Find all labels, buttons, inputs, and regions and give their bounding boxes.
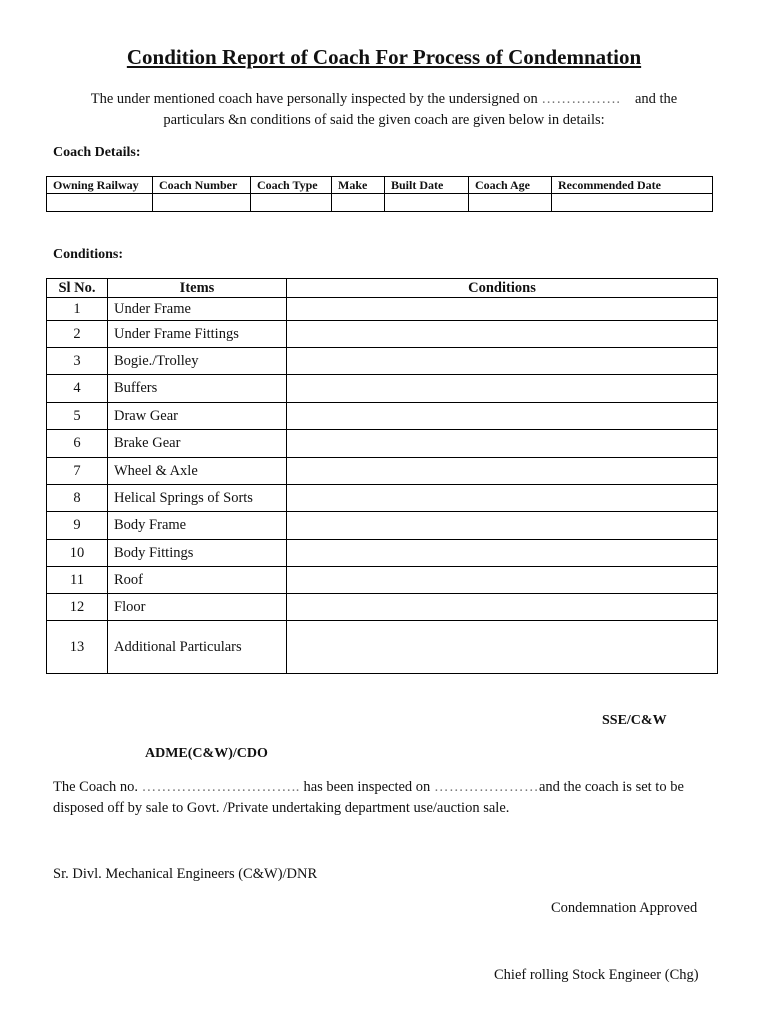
condition-row <box>47 375 718 403</box>
row-sl-no: 9 <box>47 512 108 540</box>
row-sl-no: 2 <box>47 321 108 348</box>
disposal-text-3: and the coach is set to be <box>538 779 684 795</box>
row-item: Additional Particulars <box>108 621 287 674</box>
row-item: Body Frame <box>108 512 287 540</box>
condition-row <box>47 403 718 430</box>
header-conditions: Conditions <box>287 279 718 298</box>
row-item: Wheel & Axle <box>108 458 287 485</box>
row-sl-no: 12 <box>47 594 108 621</box>
row-sl-no: 4 <box>47 375 108 403</box>
col-coach-type: Coach Type <box>251 177 332 194</box>
row-condition-cell <box>287 298 718 321</box>
row-condition-cell <box>287 375 718 403</box>
row-item: Draw Gear <box>108 403 287 430</box>
condition-row <box>47 594 718 621</box>
coach-age-cell <box>469 194 552 212</box>
intro-text-1: The under mentioned coach have personally inspected by the undersigned on <box>90 91 538 107</box>
row-item: Under Frame Fittings <box>108 321 287 348</box>
document-title: Condition Report of Coach For Process of Condemnation <box>126 45 642 69</box>
col-coach-age: Coach Age <box>469 177 552 194</box>
row-condition-cell <box>287 430 718 458</box>
row-condition-cell <box>287 540 718 567</box>
row-item: Under Frame <box>108 298 287 321</box>
row-sl-no: 8 <box>47 485 108 512</box>
header-items: Items <box>108 279 287 298</box>
row-sl-no: 10 <box>47 540 108 567</box>
row-condition-cell <box>287 485 718 512</box>
coach-details-entry-row <box>47 194 713 212</box>
row-condition-cell <box>287 403 718 430</box>
disposal-text-1: The Coach no. <box>53 779 138 795</box>
row-condition-cell <box>287 512 718 540</box>
coach-type-cell <box>251 194 332 212</box>
row-sl-no: 7 <box>47 458 108 485</box>
disposal-text-2: has been inspected on <box>303 779 431 795</box>
row-sl-no: 1 <box>47 298 108 321</box>
intro-paragraph <box>40 89 728 131</box>
row-item: Roof <box>108 567 287 594</box>
sr-divl-signature: Sr. Divl. Mechanical Engineers (C&W)/DNR <box>53 866 318 882</box>
col-coach-number: Coach Number <box>153 177 251 194</box>
row-sl-no: 11 <box>47 567 108 594</box>
row-item: Body Fittings <box>108 540 287 567</box>
col-make: Make <box>332 177 385 194</box>
row-item: Buffers <box>108 375 287 403</box>
row-item: Bogie./Trolley <box>108 348 287 375</box>
inspected-date-blank: ………………… <box>433 779 539 795</box>
col-recommended-date: Recommended Date <box>552 177 713 194</box>
condition-row <box>47 567 718 594</box>
row-condition-cell <box>287 321 718 348</box>
sse-signature: SSE/C&W <box>602 713 667 728</box>
row-condition-cell <box>287 458 718 485</box>
recommended-date-cell <box>552 194 713 212</box>
col-built-date: Built Date <box>385 177 469 194</box>
condition-row <box>47 621 718 674</box>
condition-row <box>47 512 718 540</box>
row-sl-no: 3 <box>47 348 108 375</box>
condition-row <box>47 348 718 375</box>
condition-row <box>47 321 718 348</box>
make-cell <box>332 194 385 212</box>
condition-row <box>47 458 718 485</box>
row-item: Brake Gear <box>108 430 287 458</box>
coach-details-label: Coach Details: <box>53 145 141 160</box>
intro-text-3: particulars &n conditions of said the given coach are given below in details: <box>163 112 605 128</box>
col-owning-railway: Owning Railway <box>47 177 153 194</box>
coach-details-header-row <box>47 177 713 194</box>
row-condition-cell <box>287 621 718 674</box>
conditions-label: Conditions: <box>53 247 124 262</box>
conditions-header-row <box>47 279 718 298</box>
row-item: Helical Springs of Sorts <box>108 485 287 512</box>
condemnation-approved: Condemnation Approved <box>551 900 698 916</box>
condition-row <box>47 540 718 567</box>
coach-number-cell <box>153 194 251 212</box>
header-sl-no: Sl No. <box>47 279 108 298</box>
chief-engineer-signature: Chief rolling Stock Engineer (Chg) <box>494 967 699 983</box>
intro-text-2: and the <box>634 91 678 107</box>
row-condition-cell <box>287 594 718 621</box>
disposal-text-4: disposed off by sale to Govt. /Private undertaking department use/auction sale. <box>53 800 510 816</box>
condition-row <box>47 298 718 321</box>
coach-no-blank: ………………………….. <box>141 779 300 795</box>
owning-railway-cell <box>47 194 153 212</box>
conditions-table <box>46 278 718 674</box>
condition-row <box>47 485 718 512</box>
inspection-date-blank: ……………. <box>541 91 621 107</box>
condition-row <box>47 430 718 458</box>
row-condition-cell <box>287 348 718 375</box>
built-date-cell <box>385 194 469 212</box>
row-sl-no: 6 <box>47 430 108 458</box>
row-sl-no: 5 <box>47 403 108 430</box>
row-sl-no: 13 <box>47 621 108 674</box>
adme-signature: ADME(C&W)/CDO <box>145 746 268 761</box>
row-item: Floor <box>108 594 287 621</box>
disposal-paragraph <box>53 777 718 819</box>
coach-details-table <box>46 176 713 212</box>
row-condition-cell <box>287 567 718 594</box>
